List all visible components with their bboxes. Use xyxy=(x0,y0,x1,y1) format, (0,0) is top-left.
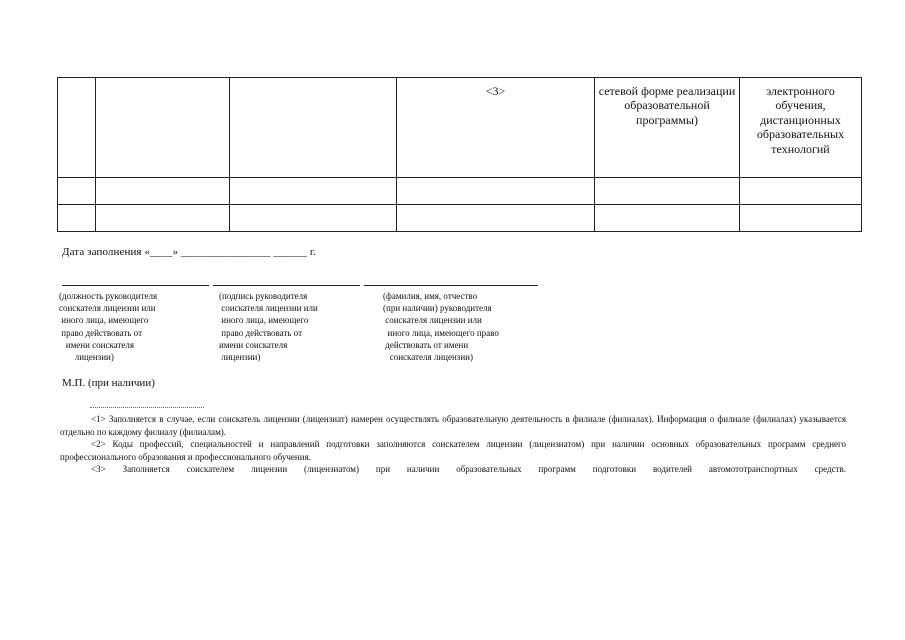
header-cell-e-learning: электронного обучения, дистанционных образовательных технологий xyxy=(740,78,862,178)
table-cell[interactable] xyxy=(230,178,397,205)
header-cell xyxy=(96,78,230,178)
header-cell xyxy=(230,78,397,178)
table-cell[interactable] xyxy=(595,178,740,205)
year-blank[interactable]: ______ xyxy=(273,246,307,258)
fullname-caption: (фамилия, имя, отчество (при наличии) руководителя соискателя лицензии или иного лица, имеющего право действовать от имени соискателя лицензии) xyxy=(383,291,499,363)
table-cell[interactable] xyxy=(397,205,595,232)
table-cell[interactable] xyxy=(96,205,230,232)
seal-label: М.П. (при наличии) xyxy=(62,377,155,389)
fullname-signature-line xyxy=(364,285,538,286)
table-header-row xyxy=(58,78,862,178)
table-cell[interactable] xyxy=(58,205,96,232)
day-blank[interactable]: ____ xyxy=(150,246,173,258)
footnote-1: <1> Заполняется в случае, если соискатель лицензии (лицензиат) намерен осуществлять образовательную деятельность в филиале (филиалах). Информация о филиале (филиалах) указывается отдельно по каждому филиалу (филиалам). xyxy=(60,414,846,437)
table-cell[interactable] xyxy=(595,205,740,232)
signature-line xyxy=(213,285,360,286)
table-cell[interactable] xyxy=(96,178,230,205)
table-cell[interactable] xyxy=(397,178,595,205)
footnote-3: <3> Заполняется соискателем лицензии (лицензиатом) при наличии образовательных программ подготовки водителей автомототранспортных средств. xyxy=(91,464,846,474)
year-suffix: г. xyxy=(309,246,317,258)
table-row xyxy=(58,205,862,232)
fill-date-label: Дата заполнения « xyxy=(62,246,151,258)
table-cell[interactable] xyxy=(58,178,96,205)
month-blank[interactable]: ________________ xyxy=(180,246,271,258)
footnote-2: <2> Коды профессий, специальностей и направлений подготовки заполняются соискателем лицензии (лицензиатом) при наличии основных образовательных программ среднего профессионального образования и профессионального обучения. xyxy=(60,439,846,462)
position-caption: (должность руководителя соискателя лицензии или иного лица, имеющего право действовать от имени соискателя лицензии) xyxy=(59,291,158,363)
position-signature-line xyxy=(62,285,209,286)
form-table xyxy=(57,77,862,232)
table-cell[interactable] xyxy=(740,178,862,205)
header-cell-network-form: сетевой форме реализации образовательной программы) xyxy=(595,78,740,178)
quote-close: » xyxy=(172,246,179,258)
header-cell xyxy=(58,78,96,178)
footnote-separator xyxy=(90,407,204,408)
table-cell[interactable] xyxy=(230,205,397,232)
table-cell[interactable] xyxy=(740,205,862,232)
signature-caption: (подпись руководителя соискателя лицензии или иного лица, имеющего право действовать от имени соискателя лицензии) xyxy=(219,291,318,363)
header-cell-footnote-ref: <3> xyxy=(397,78,595,178)
fill-date-line xyxy=(62,246,316,258)
table-row xyxy=(58,178,862,205)
